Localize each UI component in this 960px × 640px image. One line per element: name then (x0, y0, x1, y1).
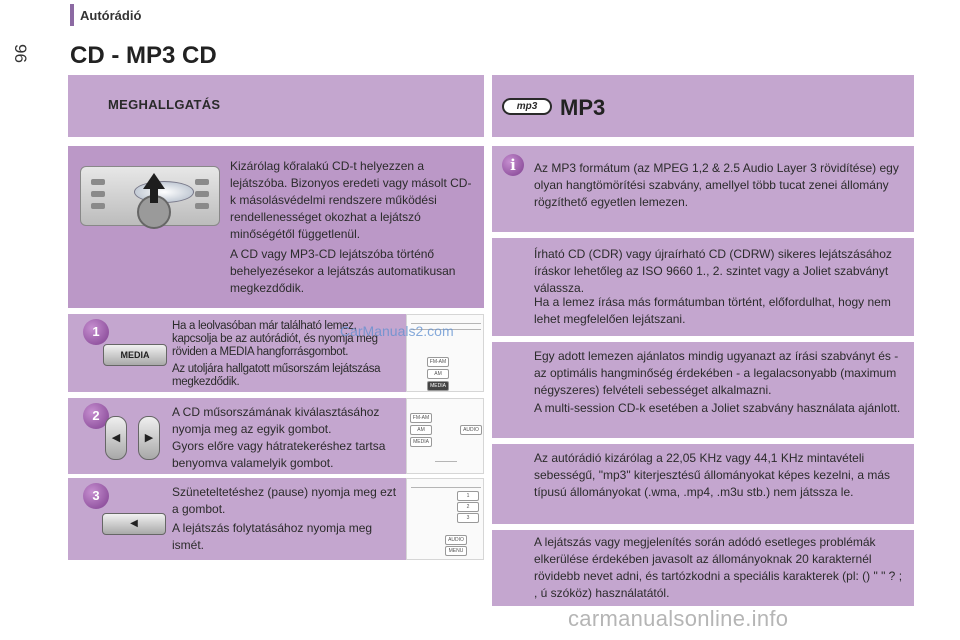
playback-heading: MEGHALLGATÁS (108, 97, 221, 112)
sketch-line (435, 461, 457, 462)
media-button: MEDIA (103, 344, 167, 366)
sketch-key: AM (410, 425, 432, 435)
radio-sketch-2 (406, 398, 484, 474)
info-box-2-text-1: Írható CD (CDR) vagy újraírható CD (CDRW) sikeres lejátszásához íráskor lehetőleg az ISO 9660 1., 2. szintet vagy a Joliet szabványt válassza. (534, 247, 892, 295)
radio-button-shape (195, 203, 209, 209)
info-box-5-text: A lejátszás vagy megjelenítés során adódó esetleges problémák elkerülése érdekében javasolt az állományoknak 20 karakternél rövidebb nevet adni, és tartózkodni a speciális karakterek (pl: () " " ? ; , ú szóköz) használatától. (534, 535, 903, 600)
playback-heading-panel (68, 75, 484, 137)
sketch-key-highlighted: MEDIA (427, 381, 449, 391)
step-1-text-1: Ha a leolvasóban már található lemez, kapcsolja be az autórádiót, és nyomja meg röviden a MEDIA hangforrásgombot. (172, 320, 378, 358)
step-1-text-2: Az utoljára hallgatott műsorszám lejátszása megkezdődik. (172, 363, 381, 388)
radio-insert-cd-illustration (80, 166, 220, 226)
info-box-4-text: Az autórádió kizárólag a 22,05 KHz vagy 44,1 KHz mintavételi sebességű, "mp3" kiterjesztésű állományokat képes kezelni, a más típusú állományokat (.wma, .mp4, .m3u stb.) nem játssza le. (534, 451, 891, 499)
radio-sketch-3 (406, 478, 484, 560)
section-marker (70, 4, 74, 26)
page-title: CD - MP3 CD (70, 42, 217, 69)
page-number: 96 (11, 44, 30, 63)
info-icon: i (502, 154, 524, 176)
step-2-panel (68, 398, 406, 474)
sketch-key: 1 (457, 491, 479, 501)
step-3-text-1: Szüneteltetéshez (pause) nyomja meg ezt a gombot. (172, 485, 397, 516)
radio-button-shape (91, 203, 105, 209)
mp3-logo-icon: mp3 (502, 98, 552, 115)
info-box-3-text-2: A multi-session CD-k esetében a Joliet szabvány használata ajánlott. (534, 401, 901, 415)
radio-button-shape (195, 191, 209, 197)
radio-button-shape (91, 191, 105, 197)
radio-button-shape (195, 179, 209, 185)
info-box-4 (492, 444, 914, 524)
info-box-2-text-2: Ha a lemez írása más formátumban történt, előfordulhat, hogy nem lehet megfelelően lejátszani. (534, 295, 891, 326)
mp3-heading: MP3 (560, 95, 606, 120)
sketch-key: MEDIA (410, 437, 432, 447)
info-box-5 (492, 530, 914, 606)
step-2-text-1: A CD műsorszámának kiválasztásához nyomja meg az egyik gombot. (172, 405, 380, 436)
sketch-key: AUDIO (460, 425, 482, 435)
radio-button-shape (91, 179, 105, 185)
watermark: CarManuals2.com (340, 323, 454, 339)
info-box-1 (492, 146, 914, 232)
sketch-key: FM-AM (427, 357, 449, 367)
seek-back-button: ◀ (105, 416, 127, 460)
intro-paragraph-1: Kizárólag kőralakú CD-t helyezzen a lejátszóba. Bizonyos eredeti vagy másolt CD-k másolásvédelmi rendszere működési rendellenességet okozhat a lejátszó minőségétől függetlenül. (230, 159, 472, 241)
insert-arrow-icon (143, 173, 165, 189)
step-3-panel (68, 478, 406, 560)
sketch-key: AM (427, 369, 449, 379)
mp3-heading-panel (492, 75, 914, 137)
sketch-key: 3 (457, 513, 479, 523)
step-3-text-2: A lejátszás folytatásához nyomja meg ismét. (172, 521, 373, 552)
section-label: Autórádió (80, 8, 142, 23)
sketch-key: 2 (457, 502, 479, 512)
sketch-key: MENU (445, 546, 467, 556)
intro-paragraph-2: A CD vagy MP3-CD lejátszóba történő behelyezésekor a lejátszás automatikusan megkezdődik. (230, 247, 456, 295)
step-2-text-2: Gyors előre vagy hátratekeréshez tartsa benyomva valamelyik gombot. (172, 439, 386, 470)
footer-url: carmanualsonline.info (568, 606, 789, 631)
step-number-badge: 1 (83, 319, 109, 345)
sketch-key: FM-AM (410, 413, 432, 423)
intro-panel (68, 146, 484, 308)
info-box-1-text: Az MP3 formátum (az MPEG 1,2 & 2.5 Audio Layer 3 rövidítése) egy olyan hangtömörítési szabvány, amellyel több tucat zenei állomány rögzíthető egyetlen lemezen. (534, 161, 899, 209)
sketch-key: AUDIO (445, 535, 467, 545)
step-number-badge: 3 (83, 483, 109, 509)
sketch-line (411, 487, 481, 488)
info-box-3-text-1: Egy adott lemezen ajánlatos mindig ugyanazt az írási szabványt és - az optimális hangminőség érdekében - a legalacsonyabb (maximum négyszeres) felvételi sebességet alkalmazni. (534, 349, 899, 397)
step-number-badge: 2 (83, 403, 109, 429)
insert-arrow-stem (150, 189, 158, 203)
pause-button: ◀ (102, 513, 166, 535)
info-box-3 (492, 342, 914, 438)
info-box-2 (492, 238, 914, 336)
seek-forward-button: ▶ (138, 416, 160, 460)
